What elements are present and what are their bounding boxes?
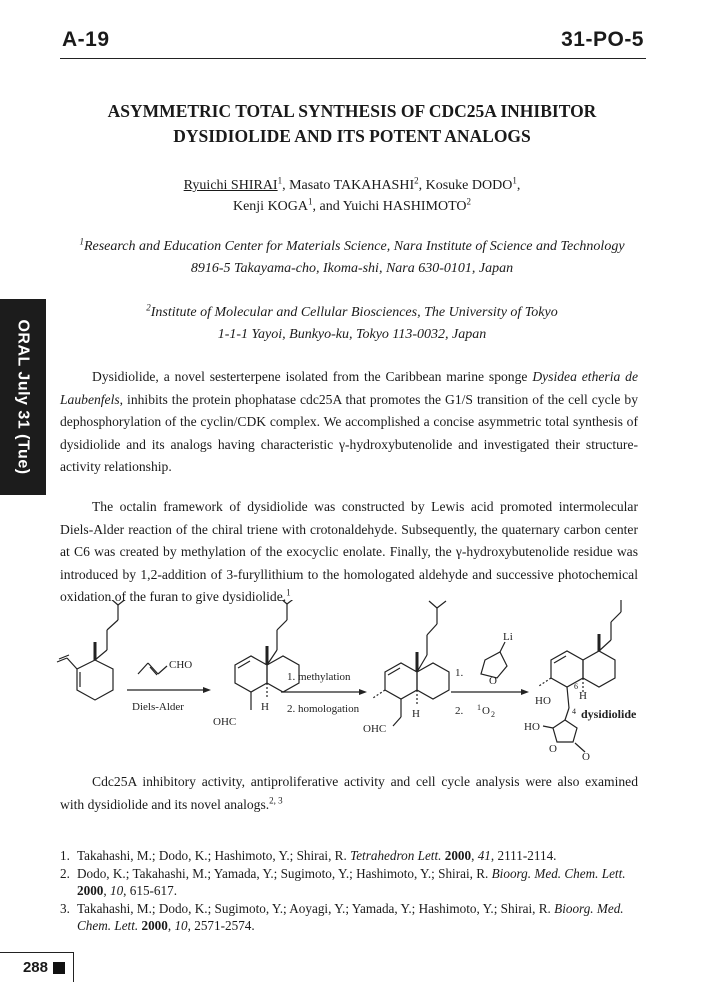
title-line-1: ASYMMETRIC TOTAL SYNTHESIS OF CDC25A INHIBITOR bbox=[107, 101, 597, 121]
reference-journal: Bioorg. Med. Chem. Lett. bbox=[491, 865, 626, 881]
author-sup: 2 bbox=[414, 175, 419, 186]
reference-pages: , 615-617. bbox=[123, 883, 178, 898]
author: Masato TAKAHASHI bbox=[289, 178, 415, 193]
ring-oxygen-label: O bbox=[549, 743, 557, 755]
carbonyl-oxygen-label: O bbox=[582, 751, 590, 762]
reference-authors: Takahashi, M.; Dodo, K.; Hashimoto, Y.; Shirai, R. bbox=[77, 848, 351, 863]
product-label: dysidiolide bbox=[581, 707, 637, 721]
species-name: Dysidea etheria de Laubenfels bbox=[60, 369, 638, 407]
session-side-tab-label: ORAL July 31 (Tue) bbox=[15, 319, 33, 475]
paragraph-intro bbox=[60, 366, 638, 479]
reference-year: 2000 bbox=[77, 883, 104, 898]
chiral-triene-structure bbox=[57, 600, 127, 700]
h-label: H bbox=[261, 701, 269, 713]
reference-item: 3. Takahashi, M.; Dodo, K.; Sugimoto, Y.; Aoyagi, Y.; Yamada, Y.; Hashimoto, Y.; Shirai, R. Bioorg. Med. Chem. Lett. 2000, 10, 2571-2574. bbox=[60, 900, 624, 933]
affiliation-text: Research and Education Center for Materials Science, Nara Institute of Science and Technology bbox=[83, 239, 625, 254]
homologated-aldehyde-structure bbox=[373, 601, 449, 726]
author-sup: 2 bbox=[466, 196, 472, 207]
carbon-4-label: 4 bbox=[572, 707, 576, 716]
lithium-label: Li bbox=[503, 631, 513, 643]
furan-oxygen-label: O bbox=[489, 675, 497, 687]
reference-number: 1. bbox=[60, 848, 70, 863]
page-number: 288 bbox=[22, 959, 48, 976]
aldehyde-label: OHC bbox=[213, 716, 237, 728]
citation-sup: 2, 3 bbox=[269, 794, 283, 805]
session-code: A-19 bbox=[62, 28, 110, 51]
header-rule bbox=[60, 58, 646, 59]
reference-pages: , 2111-2114. bbox=[490, 848, 557, 863]
abstract-code: 31-PO-5 bbox=[561, 28, 644, 51]
citation-sup: 1 bbox=[286, 587, 291, 598]
carbon-6-label: 6 bbox=[574, 682, 578, 691]
step-label: 1. methylation bbox=[287, 671, 351, 683]
reference-number: 3. bbox=[60, 900, 70, 916]
reference-year: 2000 bbox=[141, 918, 168, 933]
reference-authors: Takahashi, M.; Dodo, K.; Sugimoto, Y.; Aoyagi, Y.; Yamada, Y.; Hashimoto, Y.; Shirai, R. bbox=[77, 900, 555, 916]
title-line-2: DYSIDIOLIDE AND ITS POTENT ANALOGS bbox=[173, 126, 531, 146]
step-label: Diels-Alder bbox=[132, 701, 184, 713]
paragraph-text: , inhibits the protein phophatase cdc25A that promotes the G1/S transition of the cell cycle by dephosphorylation of the cyclin/CDK complex. We accomplished a concise asymmetric total synthesis of dysidiolide and its analogs having characteristic γ-hydroxybutenolide and investigated their structure-activity relationship. bbox=[60, 391, 638, 474]
paragraph-biology bbox=[60, 771, 638, 816]
author: Kosuke DODO bbox=[425, 178, 513, 193]
authors-line-1: Ryuichi SHIRAI$^1$, Masato TAKAHASHI$^2$, Kosuke DODO$^1$, bbox=[183, 175, 521, 193]
hydroxyl-label: HO bbox=[535, 695, 551, 707]
reference-authors: Dodo, K.; Takahashi, M.; Yamada, Y.; Sugimoto, Y.; Hashimoto, Y.; Shirai, R. bbox=[77, 865, 492, 881]
page-number-box bbox=[0, 952, 74, 982]
dysidiolide-structure bbox=[539, 600, 630, 752]
reference-volume: 41 bbox=[477, 848, 491, 863]
step-label: 2. bbox=[455, 705, 464, 717]
reference-journal: Tetrahedron Lett. bbox=[350, 848, 442, 863]
author-and: and bbox=[319, 199, 340, 214]
author-sup: 1 bbox=[308, 196, 313, 207]
arrow-head bbox=[203, 687, 211, 693]
oxygen-label: O bbox=[482, 705, 490, 717]
aldehyde-label: OHC bbox=[363, 723, 387, 735]
author-presenting: Ryuichi SHIRAI bbox=[183, 178, 278, 193]
hydroxyl-label: HO bbox=[524, 721, 540, 733]
singlet-sup: 1 bbox=[477, 703, 481, 712]
arrow-head bbox=[359, 689, 367, 695]
reference-journal: Bioorg. Med. Chem. Lett. bbox=[77, 900, 624, 933]
arrow-head bbox=[521, 689, 529, 695]
octalin-aldehyde-structure bbox=[235, 600, 299, 710]
paragraph-text: The octalin framework of dysidiolide was constructed by Lewis acid promoted intermolecular Diels-Alder reaction of the chiral triene with crotonaldehyde. Subsequently, the quaternary carbon center at C6 was created by methylation of the exocyclic enolate. Finally, the γ-hydroxybutenolide residue was introduced by 1,2-addition of 3-furyllithium to the homologated aldehyde and successive photochemical oxidation of the furan to give dysidiolide. bbox=[60, 499, 638, 604]
reference-volume: 10 bbox=[174, 918, 188, 933]
authors-line-2: Kenji KOGA$^1$, and Yuichi HASHIMOTO$^2$ bbox=[232, 196, 472, 214]
affiliation-text: Institute of Molecular and Cellular Biosciences, The University of Tokyo bbox=[150, 305, 558, 320]
page-marker-square-icon bbox=[53, 962, 65, 974]
crotonaldehyde-structure bbox=[138, 663, 167, 675]
reference-number: 2. bbox=[60, 865, 70, 881]
author-sup: 1 bbox=[512, 175, 517, 186]
affiliation-1-line-2: 8916-5 Takayama-cho, Ikoma-shi, Nara 630-0101, Japan bbox=[190, 261, 514, 276]
reference-year: 2000 bbox=[444, 848, 472, 863]
h-label: H bbox=[412, 708, 420, 720]
affiliation-1-line-1 bbox=[60, 236, 644, 255]
affiliation-sup: 1 bbox=[79, 236, 84, 247]
paragraph-text: Dysidiolide, a novel sesterterpene isolated from the Caribbean marine sponge bbox=[92, 369, 533, 384]
reference-pages: , 2571-2574. bbox=[187, 918, 255, 933]
step-label: 1. bbox=[455, 667, 464, 679]
affiliation-2-line-1 bbox=[60, 302, 644, 321]
affiliation-sup: 2 bbox=[146, 302, 151, 313]
affiliation-2-line-2: 1-1-1 Yayoi, Bunkyo-ku, Tokyo 113-0032, Japan bbox=[217, 327, 487, 342]
furyllithium-structure bbox=[481, 642, 507, 678]
reference-list bbox=[60, 847, 640, 935]
author: Yuichi HASHIMOTO bbox=[342, 199, 467, 214]
step-label: 2. homologation bbox=[287, 703, 360, 715]
h-label: H bbox=[579, 690, 587, 702]
reference-item: 1. Takahashi, M.; Dodo, K.; Hashimoto, Y.; Shirai, R. Tetrahedron Lett. 2000, 41, 2111-2114. bbox=[60, 848, 557, 863]
synthesis-scheme bbox=[55, 600, 655, 762]
paragraph-synthesis bbox=[60, 496, 638, 609]
session-side-tab bbox=[0, 299, 46, 495]
reference-volume: 10 bbox=[109, 883, 124, 898]
oxygen-subscript: 2 bbox=[491, 710, 495, 719]
reagent-label: CHO bbox=[169, 659, 193, 671]
author: Kenji KOGA bbox=[232, 199, 309, 214]
reference-item: 2. Dodo, K.; Takahashi, M.; Yamada, Y.; Sugimoto, Y.; Hashimoto, Y.; Shirai, R. Bioorg. Med. Chem. Lett. 2000, 10, 615-617. bbox=[60, 865, 626, 898]
author-sup: 1 bbox=[277, 175, 283, 186]
paragraph-text: Cdc25A inhibitory activity, antiproliferative activity and cell cycle analysis were also examined with dysidiolide and its novel analogs. bbox=[60, 774, 638, 812]
